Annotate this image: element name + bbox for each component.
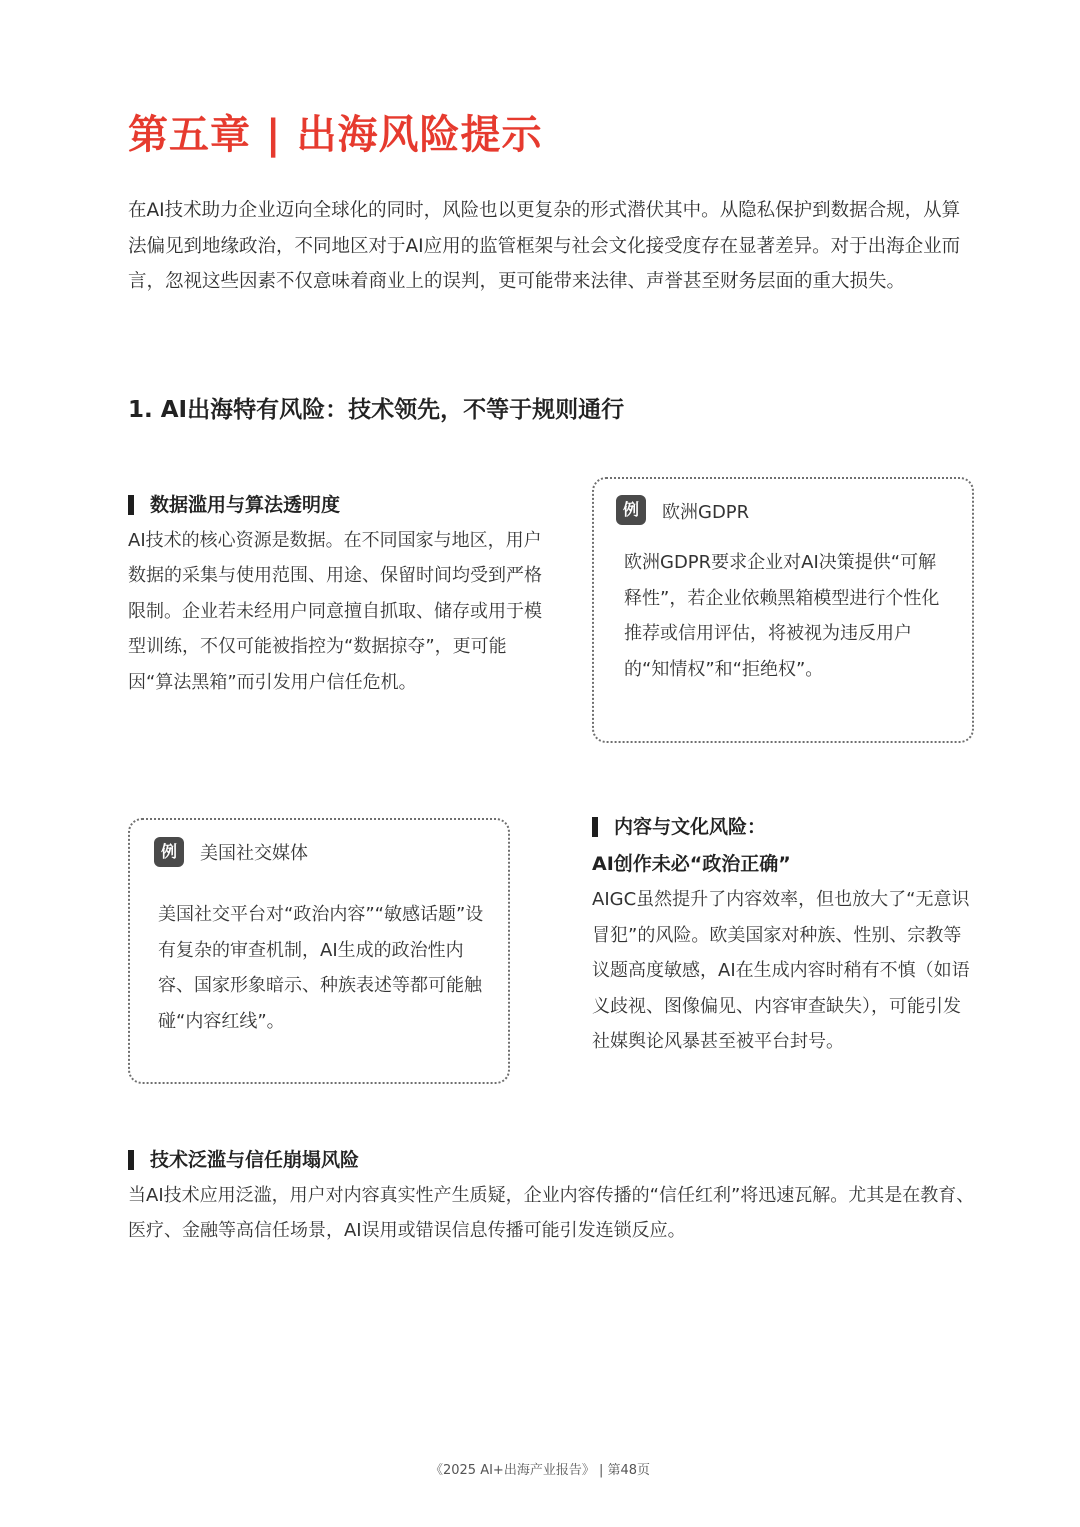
example-tag: 例: [616, 495, 646, 525]
example-body: 欧洲GDPR要求企业对AI决策提供“可解释性”，若企业依赖黑箱模型进行个性化推荐或信用评估，将被视为违反用户的“知情权”和“拒绝权”。: [624, 552, 940, 680]
content-risk-heading: 内容与文化风险：: [592, 810, 976, 844]
content-risk-subheading: AI创作未必“政治正确”: [592, 853, 791, 875]
trust-risk-block: [128, 1143, 978, 1249]
content-risk-block: [592, 810, 976, 1059]
example-box-gdpr: [592, 477, 974, 743]
example-tag: 例: [154, 837, 184, 867]
data-abuse-heading: 数据滥用与算法透明度: [128, 488, 542, 522]
data-abuse-body: AI技术的核心资源是数据。在不同国家与地区，用户数据的采集与使用范围、用途、保留时间均受到严格限制。企业若未经用户同意擅自抓取、储存或用于模型训练，不仅可能被指控为“数据掠夺”，更可能因“算法黑箱”而引发用户信任危机。: [128, 530, 542, 693]
trust-risk-heading: 技术泛滥与信任崩塌风险: [128, 1143, 978, 1177]
example-title: 欧洲GDPR: [662, 502, 750, 523]
example-title: 美国社交媒体: [200, 843, 308, 864]
trust-risk-body: 当AI技术应用泛滥，用户对内容真实性产生质疑，企业内容传播的“信任红利”将迅速瓦解。尤其是在教育、医疗、金融等高信任场景，AI误用或错误信息传播可能引发连锁反应。: [128, 1185, 975, 1242]
section-title: 1. AI出海特有风险：技术领先，不等于规则通行: [128, 397, 625, 423]
intro-paragraph: 在AI技术助力企业迈向全球化的同时，风险也以更复杂的形式潜伏其中。从隐私保护到数据合规，从算法偏见到地缘政治，不同地区对于AI应用的监管框架与社会文化接受度存在显著差异。对于出海企业而言，忽视这些因素不仅意味着商业上的误判，更可能带来法律、声誉甚至财务层面的重大损失。: [128, 200, 961, 292]
content-risk-body: AIGC虽然提升了内容效率，但也放大了“无意识冒犯”的风险。欧美国家对种族、性别、宗教等议题高度敏感，AI在生成内容时稍有不慎（如语义歧视、图像偏见、内容审查缺失），可能引发社媒舆论风暴甚至被平台封号。: [592, 889, 970, 1053]
data-abuse-block: [128, 488, 542, 700]
example-box-us-social: [128, 818, 510, 1084]
example-body: 美国社交平台对“政治内容”“敏感话题”设有复杂的审查机制，AI生成的政治性内容、国家形象暗示、种族表述等都可能触碰“内容红线”。: [158, 904, 484, 1032]
chapter-title: 第五章 | 出海风险提示: [128, 112, 543, 158]
page-footer: 《2025 AI+出海产业报告》 | 第48页: [429, 1463, 651, 1478]
